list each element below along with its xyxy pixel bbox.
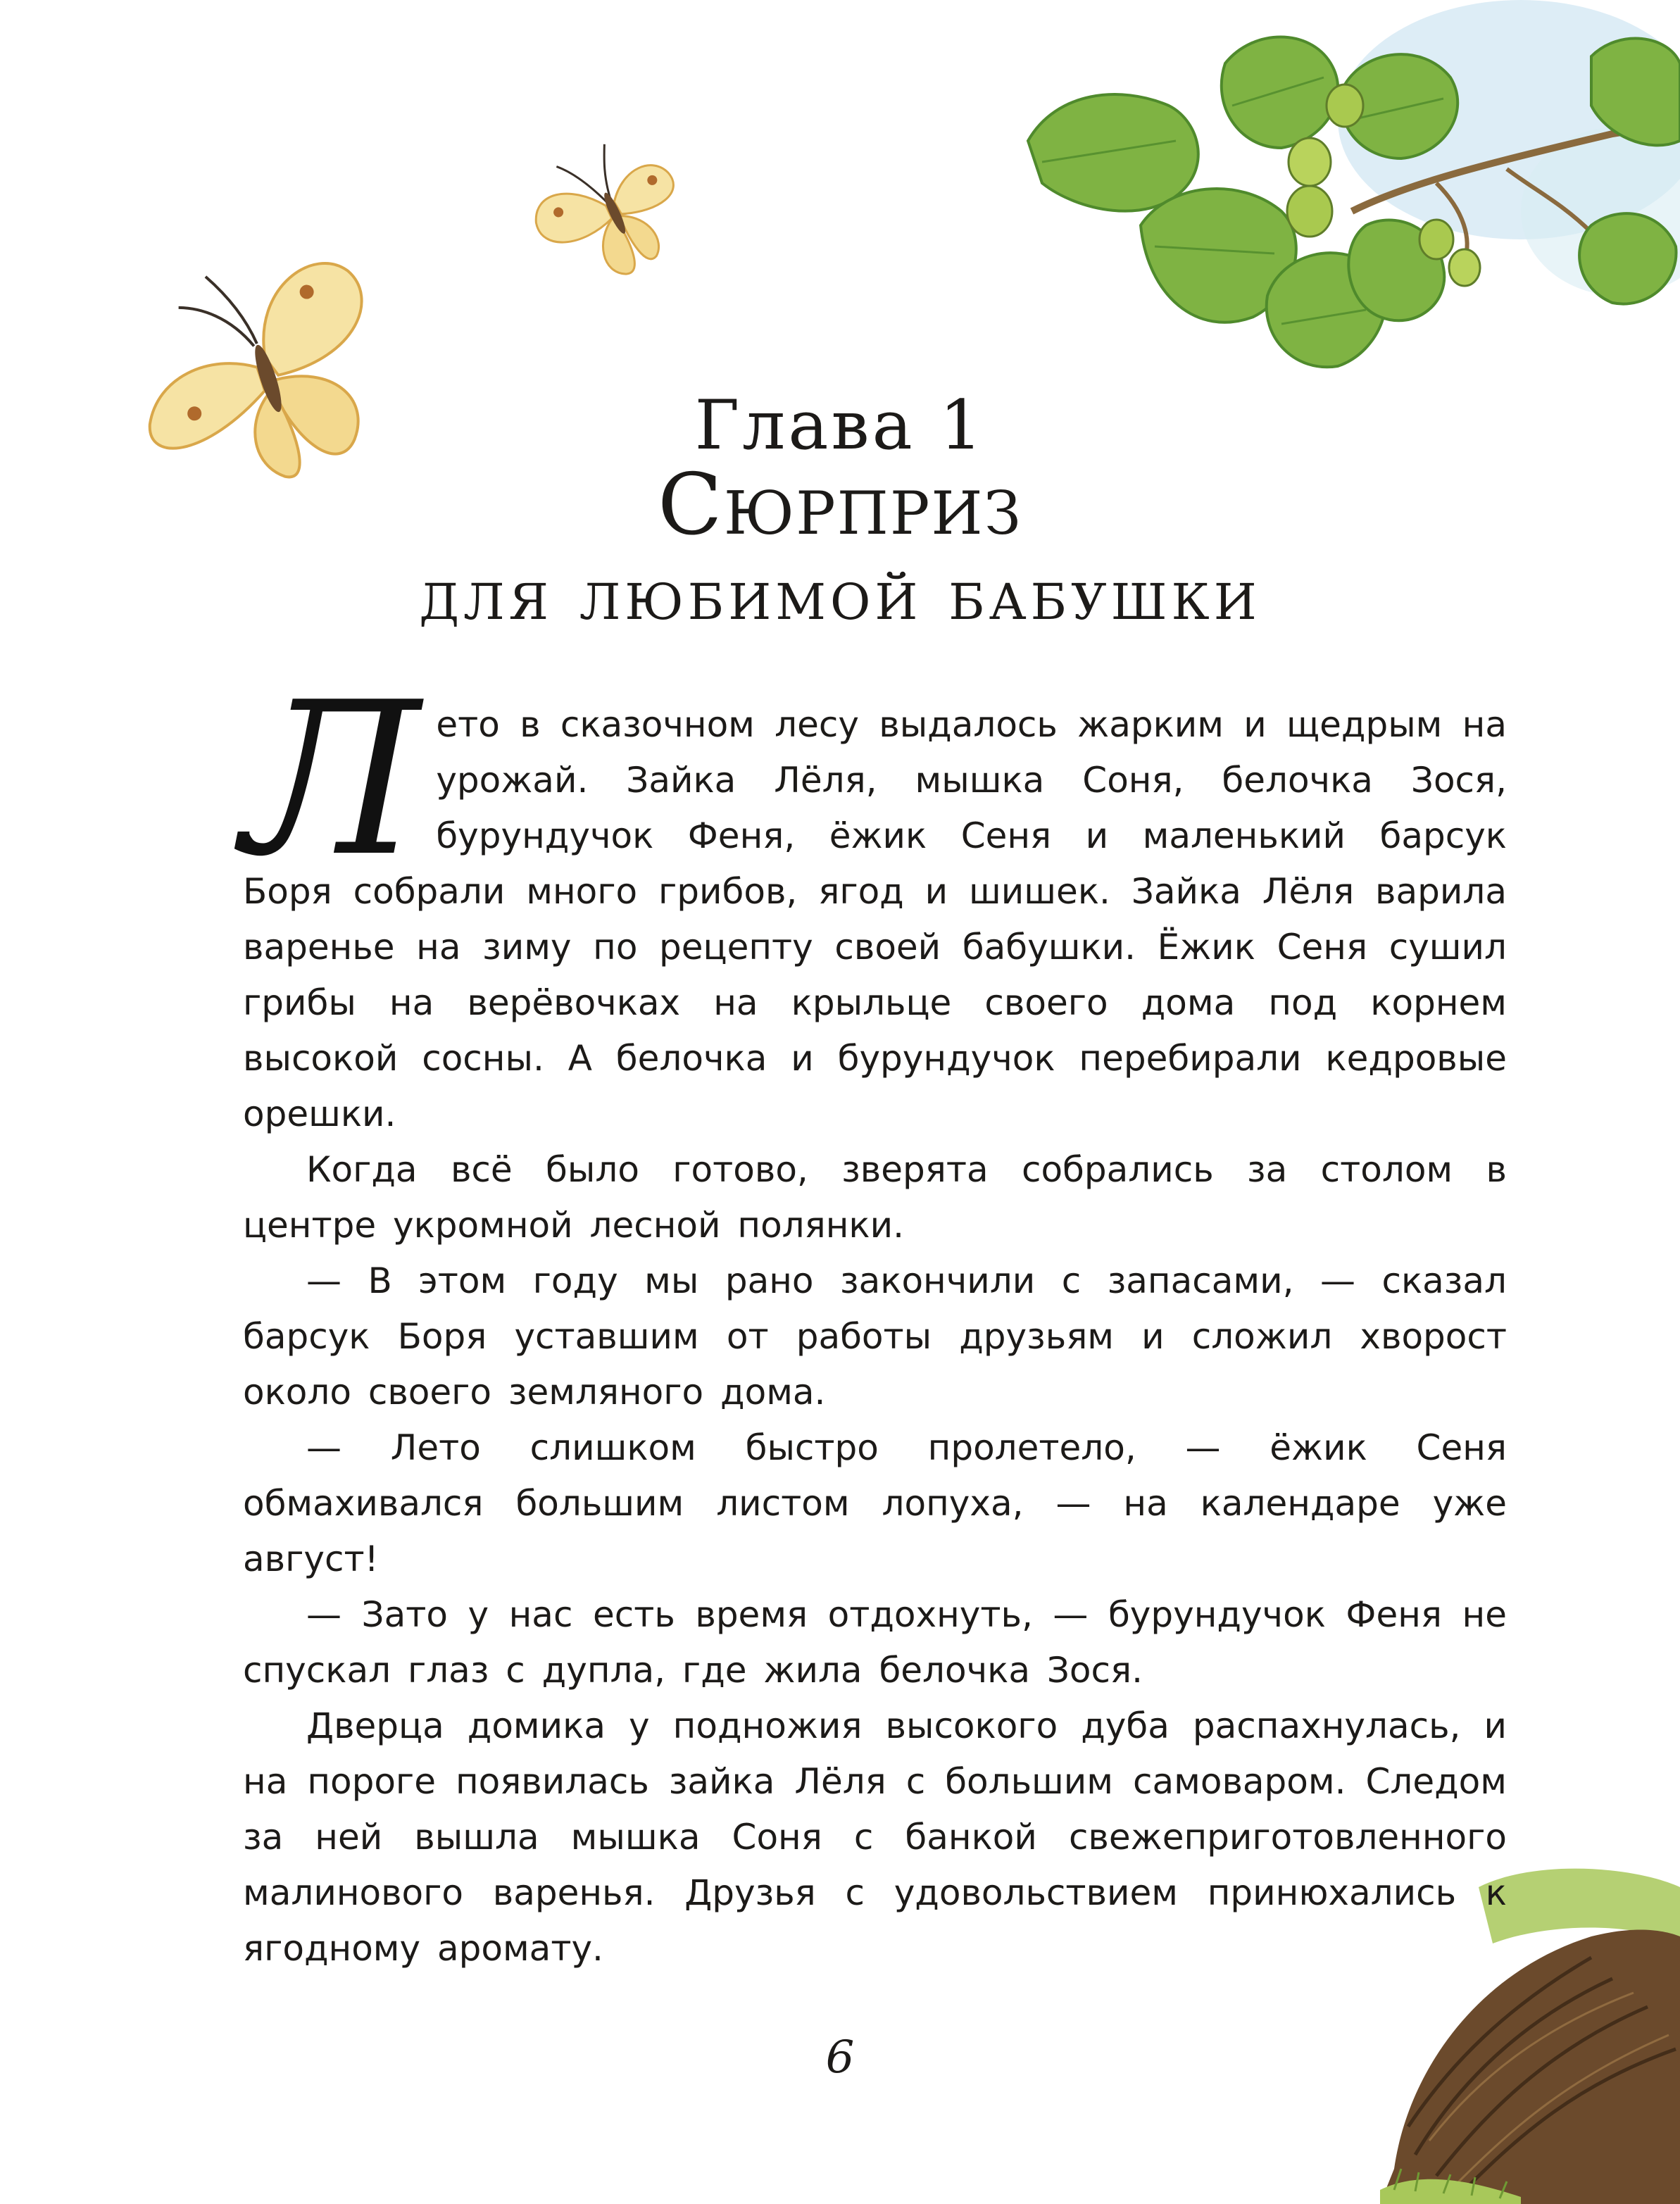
chapter-body xyxy=(243,657,1507,1977)
paragraph: — В этом году мы рано закончили с запасами, — сказал барсук Боря уставшим от работы друзьям и сложил хворост около своего земляного дома. xyxy=(243,1260,1507,1413)
paragraph xyxy=(243,657,1507,1142)
butterfly-icon xyxy=(518,113,701,296)
paragraph: — Зато у нас есть время отдохнуть, — бурундучок Феня не спускал глаз с дупла, где жила белочка Зося. xyxy=(243,1594,1507,1691)
paragraph: Дверца домика у подножия высокого дуба распахнулась, и на пороге появилась зайка Лёля с большим самоваром. Следом за ней вышла мышка Соня с банкой свежеприготовленного малинового варенья. Друзья с удовольствием принюхались к ягодному аромату. xyxy=(243,1705,1507,1969)
oak-branch-icon xyxy=(1014,0,1680,394)
chapter-title-line-2: для любимой бабушки xyxy=(419,553,1261,636)
drop-cap: Л xyxy=(243,657,420,903)
chapter-label: Глава 1 xyxy=(694,386,986,465)
paragraph: — Лето слишком быстро пролетело, — ёжик Сеня обмахивался большим листом лопуха, — на календаре уже август! xyxy=(243,1427,1507,1579)
chapter-title-line-1: Сюрприз xyxy=(658,456,1022,554)
paragraph-text: ето в сказочном лесу выдалось жарким и щедрым на урожай. Зайка Лёля, мышка Соня, белочка Зося, бурундучок Феня, ёжик Сеня и маленький барсук Боря собрали много грибов, ягод и шишек. Зайка Лёля варила варенье на зиму по рецепту своей бабушки. Ёжик Сеня сушил грибы на верёвочках на крыльце своего дома под корнем высокой сосны. А белочка и бурундучок перебирали кедровые орешки. xyxy=(243,704,1507,1134)
paragraph: Когда всё было готово, зверята собрались за столом в центре укромной лесной полянки. xyxy=(243,1149,1507,1246)
page-number: 6 xyxy=(825,2031,855,2084)
